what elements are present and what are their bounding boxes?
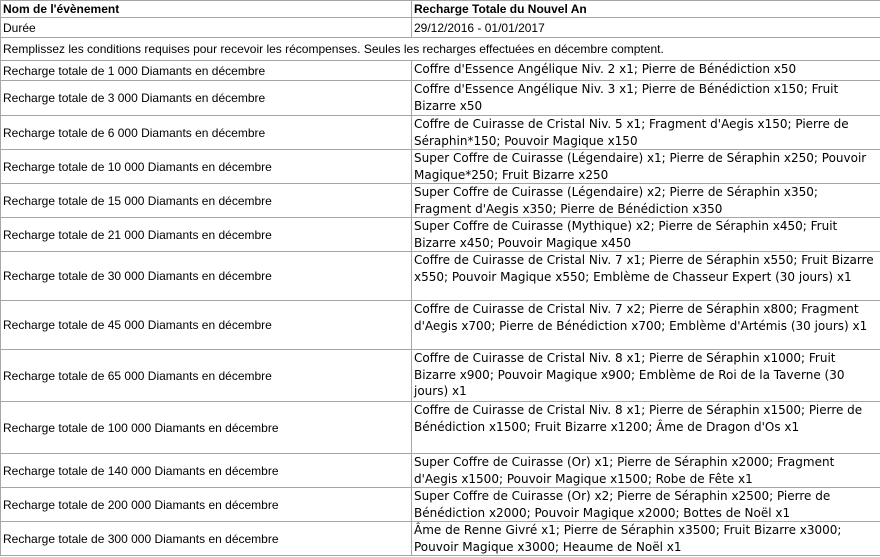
reward-cell: Super Coffre de Cuirasse (Or) x1; Pierre de Séraphin x2000; Fragment d'Aegis x1500; Pouvoir Magique x1500; Robe de Fête x1 xyxy=(412,454,880,488)
table-row xyxy=(1,350,880,402)
condition-cell: Recharge totale de 6 000 Diamants en décembre xyxy=(1,116,412,150)
condition-cell: Recharge totale de 21 000 Diamants en décembre xyxy=(1,218,412,252)
duration-label: Durée xyxy=(1,18,412,38)
reward-cell: Coffre d'Essence Angélique Niv. 2 x1; Pierre de Bénédiction x50 xyxy=(412,61,880,81)
condition-cell: Recharge totale de 1 000 Diamants en décembre xyxy=(1,61,412,81)
reward-cell: Super Coffre de Cuirasse (Légendaire) x1; Pierre de Séraphin x250; Pouvoir Magique*250; Fruit Bizarre x250 xyxy=(412,150,880,184)
reward-cell: Coffre de Cuirasse de Cristal Niv. 7 x1; Pierre de Séraphin x550; Fruit Bizarre x550; Pouvoir Magique x550; Emblème de Chasseur Expert (30 jours) x1 xyxy=(412,252,880,301)
description-row xyxy=(1,38,880,61)
condition-cell: Recharge totale de 15 000 Diamants en décembre xyxy=(1,184,412,218)
condition-cell: Recharge totale de 100 000 Diamants en décembre xyxy=(1,402,412,454)
reward-cell: Super Coffre de Cuirasse (Mythique) x2; Pierre de Séraphin x450; Fruit Bizarre x450; Pouvoir Magique x450 xyxy=(412,218,880,252)
condition-cell: Recharge totale de 65 000 Diamants en décembre xyxy=(1,350,412,402)
table-row xyxy=(1,488,880,522)
table-row xyxy=(1,402,880,454)
condition-cell: Recharge totale de 140 000 Diamants en décembre xyxy=(1,454,412,488)
condition-cell: Recharge totale de 45 000 Diamants en décembre xyxy=(1,301,412,350)
reward-cell: Super Coffre de Cuirasse (Or) x2; Pierre de Séraphin x2500; Pierre de Bénédiction x2000; Pouvoir Magique x2000; Bottes de Noël x1 xyxy=(412,488,880,522)
condition-cell: Recharge totale de 3 000 Diamants en décembre xyxy=(1,81,412,116)
condition-cell: Recharge totale de 200 000 Diamants en décembre xyxy=(1,488,412,522)
table-row xyxy=(1,184,880,218)
condition-cell: Recharge totale de 10 000 Diamants en décembre xyxy=(1,150,412,184)
duration-row xyxy=(1,18,880,38)
reward-cell: Coffre de Cuirasse de Cristal Niv. 5 x1; Fragment d'Aegis x150; Pierre de Séraphin*150; Pouvoir Magique x150 xyxy=(412,116,880,150)
table-row xyxy=(1,116,880,150)
condition-cell: Recharge totale de 30 000 Diamants en décembre xyxy=(1,252,412,301)
table-row xyxy=(1,301,880,350)
reward-cell: Coffre de Cuirasse de Cristal Niv. 7 x2; Pierre de Séraphin x800; Fragment d'Aegis x700; Pierre de Bénédiction x700; Emblème d'Artémis (30 jours) x1 xyxy=(412,301,880,350)
condition-cell: Recharge totale de 300 000 Diamants en décembre xyxy=(1,522,412,556)
table-row xyxy=(1,522,880,556)
table-row xyxy=(1,150,880,184)
table-row xyxy=(1,61,880,81)
table-row xyxy=(1,81,880,116)
event-name-value: Recharge Totale du Nouvel An xyxy=(412,1,880,18)
table-row xyxy=(1,218,880,252)
reward-cell: Coffre de Cuirasse de Cristal Niv. 8 x1; Pierre de Séraphin x1000; Fruit Bizarre x900; Pouvoir Magique x900; Emblème de Roi de la Taverne (30 jours) x1 xyxy=(412,350,880,402)
duration-value: 29/12/2016 - 01/01/2017 xyxy=(412,18,880,38)
reward-cell: Âme de Renne Givré x1; Pierre de Séraphin x3500; Fruit Bizarre x3000; Pouvoir Magique x3000; Heaume de Noël x1 xyxy=(412,522,880,556)
reward-cell: Coffre d'Essence Angélique Niv. 3 x1; Pierre de Bénédiction x150; Fruit Bizarre x50 xyxy=(412,81,880,116)
reward-cell: Coffre de Cuirasse de Cristal Niv. 8 x1; Pierre de Séraphin x1500; Pierre de Bénédiction x1500; Fruit Bizarre x1200; Âme de Dragon d'Os x1 xyxy=(412,402,880,454)
table-row xyxy=(1,252,880,301)
description-text: Remplissez les conditions requises pour recevoir les récompenses. Seules les recharges effectuées en décembre comptent. xyxy=(1,38,880,61)
header-row xyxy=(1,1,880,18)
event-name-label: Nom de l'évènement xyxy=(1,1,412,18)
table-row xyxy=(1,454,880,488)
reward-cell: Super Coffre de Cuirasse (Légendaire) x2; Pierre de Séraphin x350; Fragment d'Aegis x350; Pierre de Bénédiction x350 xyxy=(412,184,880,218)
